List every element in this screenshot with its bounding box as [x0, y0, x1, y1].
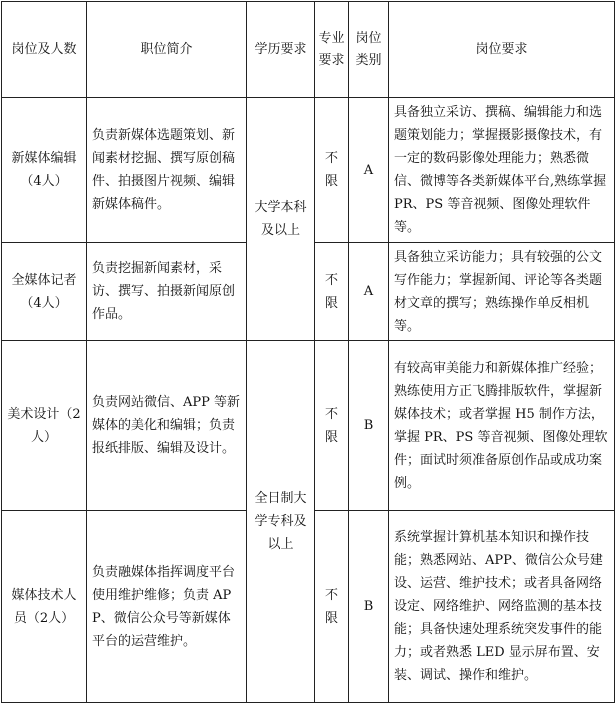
category-cell: A	[349, 243, 389, 341]
header-requirements: 岗位要求	[389, 2, 615, 98]
header-position: 岗位及人数	[2, 2, 87, 98]
position-cell: 媒体技术人员（2人）	[2, 511, 87, 703]
category-cell: A	[349, 98, 389, 243]
table-row	[2, 98, 615, 243]
position-cell: 新媒体编辑（4人）	[2, 98, 87, 243]
description-cell: 负责融媒体指挥调度平台使用维护维修；负责 APP、微信公众号等新媒体平台的运营维护。	[87, 511, 247, 703]
header-major: 专业要求	[315, 2, 349, 98]
description-cell: 负责新媒体选题策划、新闻素材挖掘、撰写原创稿件、拍摄图片视频、编辑新媒体稿件。	[87, 98, 247, 243]
requirements-cell: 具备独立采访能力；具有较强的公文写作能力；掌握新闻、评论等各类题材文章的撰写；熟练操作单反相机等。	[389, 243, 615, 341]
header-category: 岗位类别	[349, 2, 389, 98]
major-cell: 不限	[315, 243, 349, 341]
education-cell: 全日制大学专科及以上	[247, 341, 315, 703]
major-cell: 不限	[315, 98, 349, 243]
description-cell: 负责网站微信、APP 等新媒体的美化和编辑；负责报纸排版、编辑及设计。	[87, 341, 247, 511]
requirements-cell: 系统掌握计算机基本知识和操作技能；熟悉网站、APP、微信公众号建设、运营、维护技术；或者具备网络设定、网络维护、网络监测的基本技能；具备快速处理系统突发事件的能力；或者熟悉 LED 显示屏布置、安装、调试、操作和维护。	[389, 511, 615, 703]
category-cell: B	[349, 341, 389, 511]
header-row	[2, 2, 615, 98]
education-cell: 大学本科及以上	[247, 98, 315, 341]
requirements-cell: 具备独立采访、撰稿、编辑能力和选题策划能力；掌握摄影摄像技术，有一定的数码影像处理能力；熟悉微信、微博等各类新媒体平台,熟练掌握 PR、PS 等音视频、图像处理软件等。	[389, 98, 615, 243]
job-positions-table	[1, 1, 615, 703]
major-cell: 不限	[315, 341, 349, 511]
category-cell: B	[349, 511, 389, 703]
major-cell: 不限	[315, 511, 349, 703]
description-cell: 负责挖掘新闻素材，采访、撰写、拍摄新闻原创作品。	[87, 243, 247, 341]
position-cell: 美术设计（2人）	[2, 341, 87, 511]
table-row	[2, 341, 615, 511]
header-education: 学历要求	[247, 2, 315, 98]
position-cell: 全媒体记者（4人）	[2, 243, 87, 341]
header-description: 职位简介	[87, 2, 247, 98]
requirements-cell: 有较高审美能力和新媒体推广经验；熟练使用方正飞腾排版软件，掌握新媒体技术；或者掌握 H5 制作方法，掌握 PR、PS 等音视频、图像处理软件；面试时须准备原创作品或成功案例。	[389, 341, 615, 511]
